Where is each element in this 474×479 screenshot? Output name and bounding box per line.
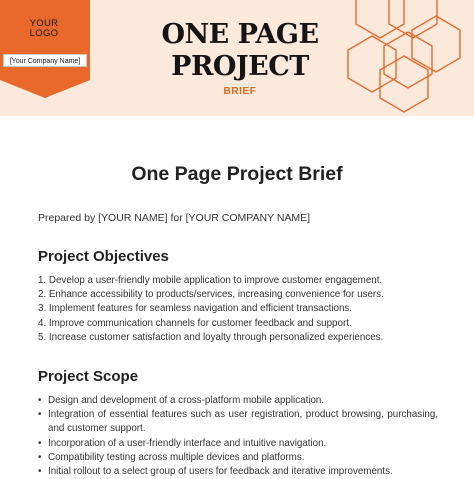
bullet-icon: •	[38, 395, 42, 406]
objective-item: 3. Implement features for seamless navigation and efficient transactions.	[38, 303, 353, 315]
scope-item-text: Initial rollout to a select group of users for feedback and iterative improvements.	[48, 466, 393, 478]
logo-text-line1: YOUR	[29, 18, 59, 29]
objective-item: 4. Improve communication channels for customer feedback and support.	[38, 317, 352, 329]
objective-item: 2. Enhance accessibility to products/services, increasing convenience for users.	[38, 289, 384, 301]
scope-heading: Project Scope	[38, 368, 139, 385]
document-title: One Page Project Brief	[131, 163, 343, 185]
scope-item	[38, 408, 438, 436]
scope-item-text: Design and development of a cross-platform mobile application.	[48, 395, 325, 406]
bullet-icon: •	[38, 409, 42, 421]
scope-item-text: Compatibility testing across multiple devices and platforms.	[48, 451, 305, 463]
bullet-icon: •	[38, 451, 42, 463]
objective-item: 1. Develop a user-friendly mobile application to improve customer engagement.	[38, 275, 383, 286]
header-subtitle: BRIEF	[223, 86, 257, 97]
scope-list	[38, 394, 438, 479]
scope-item	[38, 394, 438, 408]
bullet-icon: •	[38, 466, 42, 478]
logo-badge	[0, 0, 90, 98]
bullet-icon: •	[38, 437, 42, 449]
scope-item	[38, 437, 438, 451]
scope-item-text: Incorporation of a user-friendly interface and intuitive navigation.	[48, 437, 327, 449]
objective-item: 5. Increase customer satisfaction and loyalty through personalized experiences.	[38, 331, 384, 343]
header-banner	[0, 0, 474, 116]
objectives-heading: Project Objectives	[38, 248, 169, 265]
objectives-list	[38, 274, 438, 345]
logo-text-line2: LOGO	[29, 28, 59, 39]
header-title-line1: ONE PAGE	[161, 19, 319, 50]
prepared-by-line: Prepared by [YOUR NAME] for [YOUR COMPANY NAME]	[38, 212, 311, 224]
scope-item	[38, 465, 438, 479]
scope-item	[38, 451, 438, 465]
scope-item-text: Integration of essential features such as user registration, product browsing, purchasing, and customer support.	[48, 409, 438, 435]
company-name-tag: [Your Company Name]	[3, 54, 87, 67]
header-title-line2: PROJECT	[171, 51, 309, 82]
